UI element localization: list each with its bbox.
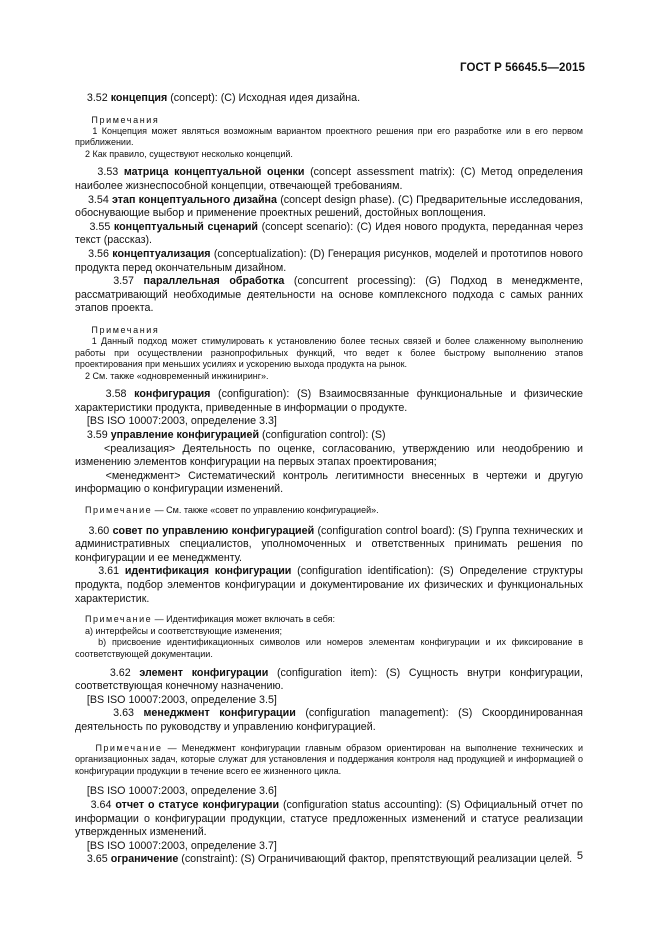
- source-reference: [BS ISO 10007:2003, определение 3.7]: [86, 839, 277, 852]
- note: Примечание — Идентификация может включать в себя:: [85, 614, 335, 625]
- note-item: b) присвоение идентификационных символов или номеров элементам конфигурации и их фиксирование в соответствующей документации.: [75, 637, 583, 659]
- term-3-53: 3.53 матрица концептуальной оценки (concept assessment matrix): (C) Метод определения наиболее жизнеспособной концепции, отвечающей требованиям.: [75, 166, 583, 192]
- definition-item: <менеджмент> Систематический контроль легитимности внесенных в чертежи и другую информацию о конфигурации изменений.: [75, 469, 583, 496]
- source-reference: [BS ISO 10007:2003, определение 3.6]: [86, 785, 277, 798]
- note-heading: Примечания: [91, 114, 160, 125]
- term-3-57: 3.57 параллельная обработка (concurrent processing): (G) Подход в менеджменте, рассматривающий необходимые деятельности на основе комплексного подхода с самых ранних этапов проекта.: [75, 275, 583, 315]
- term-3-56: 3.56 концептуализация (conceptualization): (D) Генерация рисунков, моделей и прототипов нового продукта перед окончательным дизайном.: [75, 247, 583, 274]
- term-3-54: 3.54 этап концептуального дизайна (concept design phase). (C) Предварительные исследования, обоснувающие выбор и применение проектных решений, достойных воплощения.: [75, 193, 583, 220]
- definition-item: <реализация> Деятельность по оценке, согласованию, утверждению или неодобрению и изменению элементов конфигурации на первых этапах проектирования;: [75, 442, 583, 469]
- note: Примечание — См. также «совет по управлению конфигурацией».: [85, 505, 379, 516]
- note: Примечание — Менеджмент конфигурации главным образом ориентирован на выполнение технических и организационных задач, которые служат для установления и поддержания контроля над продукцией и информацией о конфигурации продукции в течение всего ее жизненного цикла.: [75, 742, 583, 776]
- term-3-52: 3.52 концепция (concept): (C) Исходная идея дизайна.: [86, 92, 361, 104]
- document-body: [75, 92, 583, 867]
- page-number: 5: [576, 850, 583, 862]
- standard-header: ГОСТ Р 56645.5—2015: [460, 62, 585, 74]
- note-item: 1 Концепция может являться возможным вариантом проектного решения при его разработке или в его первом приближении.: [75, 125, 583, 148]
- note-item: 2 Как правило, существуют несколько концепций.: [85, 148, 293, 159]
- note-item: a) интерфейсы и соответствующие изменения;: [85, 625, 283, 636]
- note-item: 2 См. также «одновременный инжиниринг».: [85, 370, 269, 381]
- term-3-59: 3.59 управление конфигурацией (configuration control): (S): [86, 429, 386, 442]
- note-item: 1 Данный подход может стимулировать к установлению более тесных связей и более слаженному выполнению работы при осуществлении разнопрофильных функций, что ведет к более быстрому выполнению этапов проектирования при меньших усилиях и ускорению выхода продукта на рынок.: [75, 335, 583, 370]
- term-3-55: 3.55 концептуальный сценарий (concept scenario): (C) Идея нового продукта, переданная через текст (рассказ).: [75, 220, 583, 247]
- term-3-61: 3.61 идентификация конфигурации (configuration identification): (S) Определение структуры продукта, подбор элементов конфигурации и документирование их физических и функциональных характеристик.: [75, 565, 583, 605]
- term-3-63: 3.63 менеджмент конфигурации (configuration management): (S) Скоординированная деятельность по руководству и управлению конфигурацией.: [75, 707, 583, 733]
- term-3-65: 3.65 ограничение (constraint): (S) Ограничивающий фактор, препятствующий реализации целей.: [86, 853, 573, 866]
- term-3-58: 3.58 конфигурация (configuration): (S) Взаимосвязанные функциональные и физические характеристики продукта, приведенные в информации о продукте.: [75, 388, 583, 414]
- term-3-60: 3.60 совет по управлению конфигурацией (configuration control board): (S) Группа технических и административных специалистов, уполномоченных и ответственных принимать решения по конфигурации и ее менеджменту.: [75, 524, 583, 564]
- source-reference: [BS ISO 10007:2003, определение 3.5]: [86, 693, 277, 706]
- note-heading: Примечания: [91, 324, 160, 335]
- source-reference: [BS ISO 10007:2003, определение 3.3]: [86, 415, 277, 428]
- term-3-64: 3.64 отчет о статусе конфигурации (configuration status accounting): (S) Официальный отчет по информации о конфигурации продукции, статусе предложенных изменений и статусе реализации утвержденных изменений.: [75, 798, 583, 839]
- term-3-62: 3.62 элемент конфигурации (configuration item): (S) Сущность внутри конфигурации, соответствующая конечному назначению.: [75, 666, 583, 693]
